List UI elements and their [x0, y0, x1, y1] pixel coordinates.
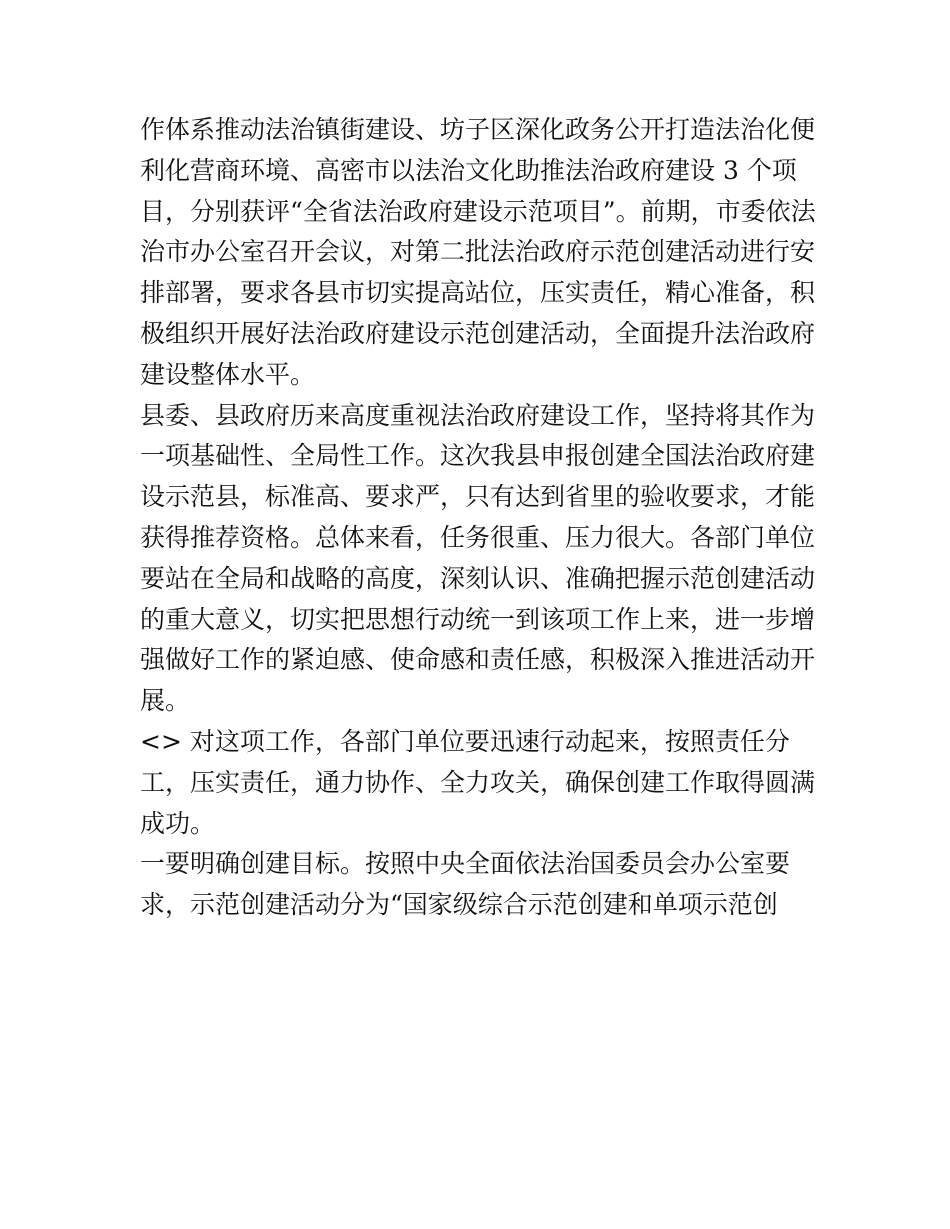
text-line: 极组织开展好法治政府建设示范创建活动，全面提升法治政府 [140, 318, 816, 348]
document-body [140, 110, 830, 926]
text-line: 治市办公室召开会议，对第二批法治政府示范创建活动进行安 [140, 237, 816, 267]
text-line: 一要明确创建目标。按照中央全面依法治国委员会办公室要 [140, 849, 791, 879]
text-line: 工，压实责任，通力协作、全力攻关，确保创建工作取得圆满 [140, 767, 816, 797]
text-line: 设示范县，标准高、要求严，只有达到省里的验收要求，才能 [140, 482, 816, 512]
text-line: 建设整体水平。 [140, 359, 316, 389]
text-line: 县委、县政府历来高度重视法治政府建设工作，坚持将其作为 [140, 400, 816, 430]
text-line: 的重大意义，切实把思想行动统一到该项工作上来，进一步增 [140, 604, 816, 634]
text-line: <> 对这项工作，各部门单位要迅速行动起来，按照责任分 [140, 726, 790, 756]
text-line: 利化营商环境、高密市以法治文化助推法治政府建设 3 个项 [140, 155, 797, 185]
text-line: 排部署，要求各县市切实提高站位，压实责任，精心准备，积 [140, 278, 816, 308]
text-line: 求，示范创建活动分为“国家级综合示范创建和单项示范创 [140, 890, 778, 920]
text-line: 要站在全局和战略的高度，深刻认识、准确把握示范创建活动 [140, 563, 816, 593]
text-line: 作体系推动法治镇街建设、坊子区深化政务公开打造法治化便 [140, 115, 816, 144]
text-line: 成功。 [140, 808, 216, 838]
text-line: 一项基础性、全局性工作。这次我县申报创建全国法治政府建 [140, 441, 816, 471]
text-line: 获得推荐资格。总体来看，任务很重、压力很大。各部门单位 [140, 522, 816, 552]
text-line: 目，分别获评“全省法治政府建设示范项目”。前期，市委依法 [140, 196, 816, 226]
text-line: 强做好工作的紧迫感、使命感和责任感，积极深入推进活动开 [140, 645, 816, 675]
text-line: 展。 [140, 686, 191, 716]
